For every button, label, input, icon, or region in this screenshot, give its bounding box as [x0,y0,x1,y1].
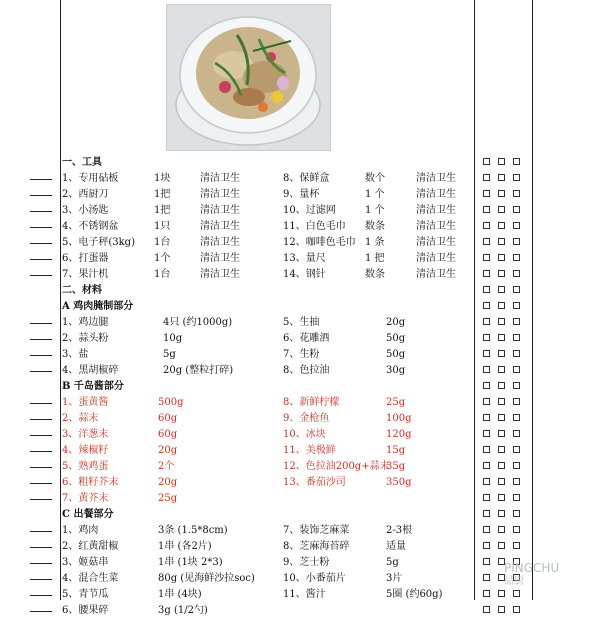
ingredient-row [0,491,600,507]
check-box-2[interactable] [498,350,505,357]
check-box-2[interactable] [498,206,505,213]
check-box-3[interactable] [513,334,520,341]
tool-name: 5、电子秤(3kg) [62,237,135,248]
section-heading-marinade [0,299,600,315]
check-box-1[interactable] [483,574,490,581]
ingredient-name: 7、生粉 [283,349,320,360]
tool-note: 清洁卫生 [200,237,240,248]
ingredient-amount: 25g [158,493,178,504]
section-heading-marinade-label: A 鸡肉腌制部分 [62,301,134,312]
ingredient-amount: 50g [386,333,406,344]
ingredient-amount: 5g [386,557,399,568]
row-dash [30,323,52,324]
check-box-1[interactable] [483,478,490,485]
salad-bowl-image [167,5,330,150]
tool-quantity: 数条 [365,269,385,280]
check-box-3[interactable] [513,350,520,357]
tool-note: 清洁卫生 [416,221,456,232]
check-box-1[interactable] [483,334,490,341]
tool-note: 清洁卫生 [416,173,456,184]
ingredient-name: 8、芝麻海苔碎 [283,541,350,552]
tool-row [0,251,600,267]
row-dash [30,339,52,340]
ingredient-row [0,443,600,459]
check-box-2[interactable] [498,494,505,501]
check-box-3[interactable] [513,158,520,165]
check-box-2[interactable] [498,302,505,309]
tool-quantity: 1 把 [365,253,385,264]
ingredient-name: 3、姬菇串 [62,557,109,568]
tool-note: 清洁卫生 [416,253,456,264]
row-dash [30,563,52,564]
row-dash [30,243,52,244]
ingredient-name: 6、粗籽芥末 [62,477,119,488]
ingredient-amount: 350g [386,477,412,488]
tool-name: 12、咖啡色毛巾 [283,237,356,248]
ingredient-amount: 1串 (1块 2*3) [158,557,223,568]
ingredient-row [0,587,600,603]
pingchu-watermark [504,562,559,588]
ingredient-name: 5、熟鸡蛋 [62,461,109,472]
tool-quantity: 数个 [365,173,385,184]
ingredient-name: 6、花雕酒 [283,333,330,344]
check-box-3[interactable] [513,446,520,453]
check-box-3[interactable] [513,430,520,437]
row-dash [30,259,52,260]
check-box-2[interactable] [498,606,505,613]
check-box-1[interactable] [483,302,490,309]
tool-name: 10、过滤网 [283,205,336,216]
row-dash [30,451,52,452]
check-box-1[interactable] [483,494,490,501]
ingredient-name: 5、生抽 [283,317,320,328]
tool-note: 清洁卫生 [200,189,240,200]
tool-name: 8、保鲜盒 [283,173,330,184]
section-heading-tools-label: 一、工具 [62,157,102,168]
tool-name: 4、不锈钢盆 [62,221,119,232]
row-dash [30,499,52,500]
ingredient-name: 7、黄芥末 [62,493,109,504]
check-box-2[interactable] [498,510,505,517]
row-dash [30,195,52,196]
ingredient-name: 11、酱汁 [283,589,326,600]
ingredient-amount: 3g (1/2勺) [158,605,208,616]
check-box-1[interactable] [483,190,490,197]
check-box-2[interactable] [498,318,505,325]
tool-note: 清洁卫生 [416,189,456,200]
ingredient-amount: 50g [386,349,406,360]
check-box-2[interactable] [498,254,505,261]
check-box-3[interactable] [513,302,520,309]
ingredient-row [0,363,600,379]
check-box-2[interactable] [498,462,505,469]
check-box-1[interactable] [483,414,490,421]
watermark-line-2: 品厨 [504,576,524,587]
row-dash [30,547,52,548]
check-box-1[interactable] [483,542,490,549]
row-dash [30,211,52,212]
ingredient-amount: 60g [158,413,178,424]
check-box-2[interactable] [498,190,505,197]
section-heading-materials [0,283,600,299]
row-dash [30,531,52,532]
tool-name: 3、小汤匙 [62,205,109,216]
row-dash [30,227,52,228]
tool-quantity: 1台 [154,237,171,248]
check-box-1[interactable] [483,382,490,389]
check-box-1[interactable] [483,510,490,517]
check-box-2[interactable] [498,382,505,389]
row-dash [30,611,52,612]
ingredient-amount: 120g [386,429,412,440]
ingredient-amount: 20g (整粒打碎) [163,365,234,376]
tool-note: 清洁卫生 [416,237,456,248]
tool-quantity: 1块 [154,173,171,184]
salad-dish-photo [166,4,331,151]
ingredient-amount: 100g [386,413,412,424]
ingredient-name: 2、红黄甜椒 [62,541,119,552]
check-box-1[interactable] [483,350,490,357]
check-box-2[interactable] [498,478,505,485]
check-box-2[interactable] [498,158,505,165]
check-box-2[interactable] [498,398,505,405]
ingredient-name: 8、色拉油 [283,365,330,376]
ingredient-amount: 5圈 (约60g) [386,589,443,600]
check-box-1[interactable] [483,238,490,245]
row-dash [30,355,52,356]
ingredient-name: 3、盐 [62,349,89,360]
ingredient-amount: 3片 [386,573,403,584]
tool-quantity: 1台 [154,269,171,280]
tool-row [0,171,600,187]
ingredient-name: 9、芝士粉 [283,557,330,568]
row-dash [30,371,52,372]
section-heading-sauce [0,379,600,395]
check-box-1[interactable] [483,526,490,533]
check-box-2[interactable] [498,222,505,229]
ingredient-row [0,395,600,411]
ingredient-amount: 10g [163,333,183,344]
row-dash [30,419,52,420]
check-box-2[interactable] [498,366,505,373]
check-box-3[interactable] [513,254,520,261]
tool-note: 清洁卫生 [200,269,240,280]
tool-note: 清洁卫生 [200,205,240,216]
check-box-2[interactable] [498,542,505,549]
ingredient-amount: 25g [386,397,406,408]
check-box-3[interactable] [513,542,520,549]
row-dash [30,595,52,596]
ingredient-amount: 20g [158,477,178,488]
check-box-3[interactable] [513,222,520,229]
ingredient-row [0,523,600,539]
section-heading-materials-label: 二、材料 [62,285,102,296]
check-box-3[interactable] [513,318,520,325]
check-box-1[interactable] [483,286,490,293]
ingredient-row [0,539,600,555]
tool-note: 清洁卫生 [200,253,240,264]
section-heading-serving-label: C 出餐部分 [62,509,114,520]
row-dash [30,483,52,484]
row-dash [30,467,52,468]
row-dash [30,579,52,580]
ingredient-name: 2、蒜末 [62,413,99,424]
tool-name: 13、量尺 [283,253,326,264]
tool-quantity: 数条 [365,221,385,232]
row-dash [30,403,52,404]
tool-name: 11、白色毛巾 [283,221,346,232]
ingredient-name: 12、色拉油200g+蒜末 [283,461,390,472]
ingredient-name: 9、金枪鱼 [283,413,330,424]
check-box-1[interactable] [483,174,490,181]
ingredient-name: 4、混合生菜 [62,573,119,584]
tool-row [0,203,600,219]
ingredient-name: 2、蒜头粉 [62,333,109,344]
check-box-3[interactable] [513,206,520,213]
check-box-1[interactable] [483,366,490,373]
ingredient-amount: 15g [386,445,406,456]
ingredient-name: 10、小番茄片 [283,573,346,584]
check-box-3[interactable] [513,494,520,501]
ingredient-name: 5、青节瓜 [62,589,109,600]
ingredient-name: 1、鸡肉 [62,525,99,536]
ingredient-row [0,427,600,443]
check-box-3[interactable] [513,590,520,597]
section-heading-tools [0,155,600,171]
section-heading-serving [0,507,600,523]
check-box-1[interactable] [483,318,490,325]
check-box-1[interactable] [483,158,490,165]
ingredient-name: 4、辣椒籽 [62,445,109,456]
ingredient-row [0,411,600,427]
check-box-3[interactable] [513,286,520,293]
tool-name: 7、果汁机 [62,269,109,280]
ingredient-row [0,315,600,331]
tool-name: 6、打蛋器 [62,253,109,264]
ingredient-amount: 30g [386,365,406,376]
check-box-3[interactable] [513,510,520,517]
check-box-3[interactable] [513,526,520,533]
tool-row [0,267,600,283]
tool-quantity: 1把 [154,189,171,200]
ingredient-name: 10、冰块 [283,429,326,440]
ingredient-amount: 1串 (4块) [158,589,202,600]
ingredient-amount: 3条 (1.5*8cm) [158,525,228,536]
ingredient-name: 4、黑胡椒碎 [62,365,119,376]
check-box-2[interactable] [498,174,505,181]
ingredient-amount: 20g [158,445,178,456]
check-box-3[interactable] [513,382,520,389]
check-box-2[interactable] [498,446,505,453]
tool-name: 1、专用砧板 [62,173,119,184]
check-box-3[interactable] [513,606,520,613]
check-box-1[interactable] [483,430,490,437]
tool-quantity: 1 条 [365,237,385,248]
ingredient-row [0,347,600,363]
tool-row [0,235,600,251]
check-box-1[interactable] [483,590,490,597]
tool-row [0,219,600,235]
tool-note: 清洁卫生 [416,205,456,216]
tool-note: 清洁卫生 [200,221,240,232]
check-box-1[interactable] [483,462,490,469]
ingredient-amount: 4只 (约1000g) [163,317,233,328]
check-box-1[interactable] [483,398,490,405]
check-box-3[interactable] [513,414,520,421]
row-dash [30,179,52,180]
ingredient-name: 7、装饰芝麻菜 [283,525,350,536]
check-box-2[interactable] [498,286,505,293]
ingredient-amount: 2-3根 [386,525,413,536]
tool-quantity: 1把 [154,205,171,216]
check-box-2[interactable] [498,270,505,277]
ingredient-name: 3、洋葱末 [62,429,109,440]
check-box-2[interactable] [498,590,505,597]
check-box-1[interactable] [483,558,490,565]
check-box-3[interactable] [513,366,520,373]
section-heading-sauce-label: B 千岛酱部分 [62,381,124,392]
ingredient-row [0,459,600,475]
check-box-1[interactable] [483,206,490,213]
tool-row [0,187,600,203]
row-dash [30,275,52,276]
check-box-2[interactable] [498,334,505,341]
check-box-3[interactable] [513,190,520,197]
ingredient-name: 1、鸡边腿 [62,317,109,328]
ingredient-amount: 适量 [386,541,406,552]
check-box-2[interactable] [498,414,505,421]
ingredient-amount: 2个 [158,461,175,472]
ingredient-amount: 1串 (各2片) [158,541,212,552]
ingredient-row [0,475,600,491]
tool-name: 2、西厨刀 [62,189,109,200]
check-box-3[interactable] [513,270,520,277]
check-box-1[interactable] [483,254,490,261]
ingredient-row [0,331,600,347]
check-box-2[interactable] [498,430,505,437]
check-box-3[interactable] [513,462,520,469]
ingredient-name: 1、蛋黄酱 [62,397,109,408]
ingredient-row [0,603,600,619]
tool-name: 9、量杯 [283,189,320,200]
check-box-2[interactable] [498,238,505,245]
tool-quantity: 1只 [154,221,171,232]
ingredient-amount: 80g (见海鲜沙拉soc) [158,573,255,584]
ingredient-name: 11、美极鲜 [283,445,336,456]
ingredient-name: 8、新鲜柠檬 [283,397,340,408]
ingredient-amount: 500g [158,397,184,408]
ingredient-amount: 5g [163,349,176,360]
tool-name: 14、钢针 [283,269,326,280]
ingredient-amount: 20g [386,317,406,328]
ingredient-amount: 60g [158,429,178,440]
ingredient-amount: 35g [386,461,406,472]
check-box-3[interactable] [513,238,520,245]
check-box-3[interactable] [513,398,520,405]
check-box-1[interactable] [483,222,490,229]
tool-quantity: 1个 [154,253,171,264]
check-box-1[interactable] [483,446,490,453]
check-box-2[interactable] [498,526,505,533]
tool-quantity: 1 个 [365,205,385,216]
watermark-line-1: PINGCHU [504,561,560,575]
tool-quantity: 1 个 [365,189,385,200]
ingredient-name: 13、番茄沙司 [283,477,346,488]
check-box-1[interactable] [483,270,490,277]
check-box-3[interactable] [513,174,520,181]
check-box-1[interactable] [483,606,490,613]
tool-note: 清洁卫生 [200,173,240,184]
check-box-3[interactable] [513,478,520,485]
tool-note: 清洁卫生 [416,269,456,280]
row-dash [30,435,52,436]
ingredient-name: 6、腰果碎 [62,605,109,616]
